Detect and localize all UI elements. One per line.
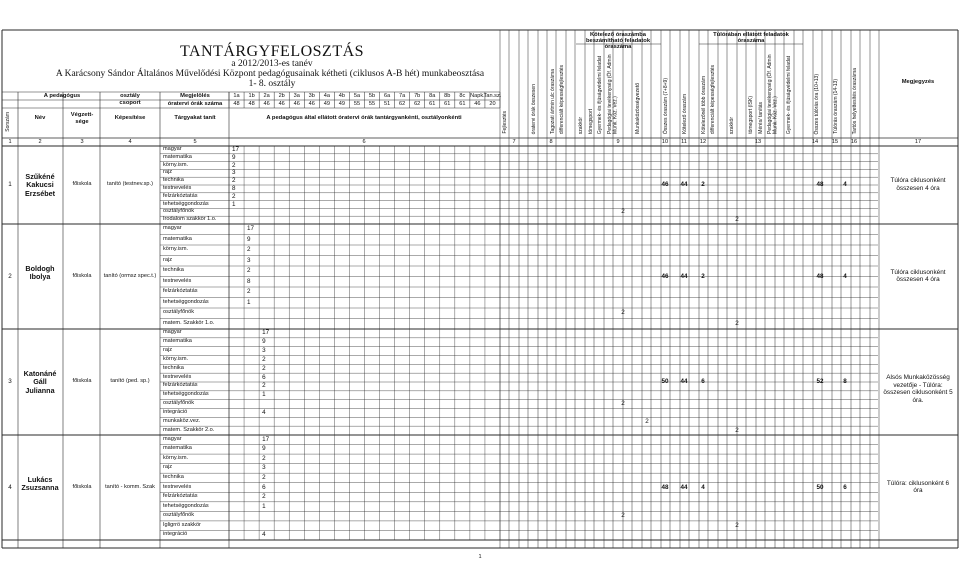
- class-hours-1b: 48: [248, 101, 255, 107]
- vhead-kotelezo-3: Gyermek- és ifjúságvédelmi feladat: [597, 55, 603, 134]
- class-code-1a: 1a: [233, 93, 240, 99]
- mandatory-hours: 44: [680, 272, 688, 280]
- vhead-kotelezo-5: Munkaközösségvezető: [635, 83, 641, 134]
- vhead-right-1: Túlórás óraszám (14-13): [833, 79, 839, 134]
- teacher-qualification: tanító (ped. sp.): [110, 378, 150, 384]
- subject-label: tehetséggondozás: [163, 502, 209, 509]
- vhead-right-0: Összes túlórás óra (10+13): [814, 73, 820, 134]
- class-code-3a: 3a: [293, 93, 300, 99]
- kotelezo-osztalyfonok: 2: [621, 309, 625, 317]
- subject-hours: 2: [262, 382, 266, 390]
- column-number-14: 14: [811, 139, 819, 145]
- remark: Alsós Munkaközösség vezetője - Túlóra: összesen ciklusonként 5 óra.: [883, 374, 953, 405]
- class-hours-2a: 46: [263, 101, 270, 107]
- subject-hours: 9: [247, 235, 251, 243]
- subject-label: testnevelés: [163, 373, 192, 380]
- overtime-hours: 8: [843, 378, 847, 385]
- subject-label: tehetséggondozás: [163, 200, 209, 207]
- teacher-degree: főiskola: [72, 483, 92, 490]
- tulora-szakkor: 2: [735, 319, 739, 327]
- kotelezo-munkakoz: 2: [645, 417, 649, 425]
- subject-label: matematika: [163, 338, 192, 345]
- subject-hours: 2: [232, 177, 236, 185]
- class-code-7b: 7b: [414, 93, 421, 99]
- class-hours-5a: 55: [353, 101, 361, 107]
- subject-hours: 17: [247, 225, 255, 233]
- teacher-degree: főiskola: [72, 181, 92, 187]
- teacher-qualification: tanító (ormsz spec.t.): [103, 272, 157, 279]
- subject-hours: 2: [262, 355, 266, 363]
- vhead-tulora-0: differenciált képességfejlesztés: [710, 64, 716, 134]
- header-oratervi: óratervi órák száma: [167, 101, 223, 107]
- subject-hours: 4: [262, 531, 266, 539]
- subject-label: integráció: [163, 408, 188, 415]
- header-main-caption: A pedagógus által ellátott óratervi órák tantárgyankénti, osztályonkénti: [266, 115, 462, 121]
- vhead-left-0: Fejlesztés: [502, 111, 508, 134]
- class-code-1b: 1b: [248, 93, 255, 99]
- grades-line: 1- 8. osztály: [248, 79, 296, 89]
- subject-label: matematika: [163, 235, 192, 242]
- column-number-2: 2: [38, 139, 42, 145]
- class-code-7a: 7a: [399, 93, 406, 99]
- tulora-szakkor: 2: [735, 426, 739, 434]
- vhead-tulora-5: Gyermek- és ifjúságvédelmi feladat: [786, 55, 792, 134]
- vhead-tulora-4: Pedagógiai tevékenység (Öf. Admin Munk. Köz. Vez.): [767, 54, 779, 134]
- teacher-number: 2: [8, 272, 12, 280]
- total-hours: 46: [661, 181, 669, 188]
- subject-hours: 3: [262, 347, 266, 355]
- teacher-number: 1: [8, 181, 12, 188]
- column-number-6: 6: [362, 139, 366, 145]
- subject-label: körny.ism.: [163, 454, 189, 461]
- class-hours-7a: 62: [399, 101, 406, 107]
- subject-label: integráció: [163, 531, 188, 538]
- total-hours: 50: [661, 378, 669, 385]
- class-hours-8c: 61: [459, 101, 466, 107]
- column-number-11: 11: [681, 139, 687, 145]
- subject-hours: 2: [232, 192, 236, 200]
- extra-hours: 6: [701, 378, 705, 385]
- vhead-mid-1: Kötelező óraszám: [682, 93, 688, 134]
- subject-hours: 6: [262, 373, 266, 381]
- teacher-name: Boldogh Ibolya: [25, 263, 55, 281]
- header-pedagogus: A pedagógus: [43, 93, 81, 99]
- subject-hours: 17: [262, 435, 270, 443]
- class-hours-1a: 48: [233, 101, 240, 107]
- class-hours-8a: 61: [429, 101, 436, 107]
- subject-hours: 2: [262, 454, 266, 462]
- remark: Túlóra ciklusonként összesen 4 óra: [890, 177, 946, 192]
- subject-label: körny.ism.: [163, 246, 189, 253]
- kotelezo-osztalyfonok: 2: [621, 208, 625, 216]
- subject-hours: 1: [262, 391, 266, 399]
- class-hours-3a: 46: [293, 101, 300, 107]
- vhead-kotelezo-2: tömegsport: [588, 108, 594, 134]
- class-hours-6a: 51: [383, 101, 391, 107]
- subject-label: körny.ism.: [163, 355, 189, 362]
- class-hours-4a: 49: [323, 101, 330, 107]
- extra-hours: 2: [701, 181, 705, 188]
- total-hours: 48: [661, 483, 669, 491]
- subject-label: osztályfőnök: [163, 512, 195, 519]
- vhead-mid-2: Kötelezőnél több óraszám: [701, 76, 707, 134]
- group-kotelezo: Kötelező óraszámba beszámítható feladatok óraszáma: [585, 32, 651, 50]
- column-number-7: 7: [512, 139, 516, 145]
- column-number-16: 16: [850, 139, 858, 145]
- subject-label: testnevelés: [163, 184, 192, 191]
- subject-hours: 3: [262, 464, 266, 472]
- teacher-number: 3: [8, 378, 12, 385]
- overtime-total: 50: [816, 483, 824, 491]
- mandatory-hours: 44: [680, 378, 688, 385]
- column-number-17: 17: [914, 139, 922, 145]
- subject-hours: 2: [247, 246, 251, 254]
- subject-label: rajz: [163, 464, 173, 471]
- subject-hours: 9: [262, 445, 266, 453]
- teacher-qualification: tanító - komm. Szak: [105, 483, 155, 490]
- class-code-8c: 8c: [459, 93, 466, 99]
- header-nev: Név: [34, 115, 46, 121]
- subject-label: osztályfőnök: [163, 208, 195, 215]
- vhead-left-1: óratervi órák összesen: [531, 83, 537, 134]
- subject-hours: 2: [247, 267, 251, 275]
- extra-hours: 4: [701, 483, 705, 491]
- class-code-5b: 5b: [368, 93, 376, 99]
- subject-label: testnevelés: [163, 277, 192, 284]
- class-code-2b: 2b: [278, 93, 285, 99]
- teacher-name: Katonáné Gáll Julianna: [23, 369, 57, 395]
- subject-label: technika: [163, 364, 184, 371]
- column-number-1: 1: [8, 139, 12, 145]
- subject-label: munkaköz.vez.: [163, 417, 201, 424]
- teacher-name: Szűkéné Kakucsi Erzsébet: [25, 172, 55, 198]
- subject-label: osztályfőnök: [163, 309, 195, 316]
- overtime-hours: 4: [843, 272, 847, 280]
- subject-hours: 1: [262, 502, 266, 510]
- tulora-szakkor: 2: [735, 216, 739, 224]
- subject-label: matematika: [163, 445, 192, 452]
- subject-label: magyar: [163, 145, 182, 152]
- subject-hours: 3: [247, 256, 251, 264]
- subject-hours: 8: [247, 277, 251, 285]
- subject-label: Igligrrö szakkör: [163, 521, 201, 528]
- overtime-total: 48: [816, 181, 824, 188]
- tulora-szakkor: 2: [735, 521, 739, 529]
- vhead-mid-0: Összes óraszám (7+8+9): [663, 77, 669, 134]
- subject-label: Irodalom szakkör 1.o.: [163, 216, 217, 223]
- column-number-4: 4: [128, 139, 132, 145]
- subject-hours: 2: [262, 473, 266, 481]
- teacher-qualification: tanító (testnev.sp.): [107, 181, 153, 187]
- subject-label: magyar: [163, 329, 182, 336]
- class-code-3b: 3b: [308, 93, 315, 99]
- mandatory-hours: 44: [680, 181, 688, 188]
- vhead-right-2: Tartós helyettesítés óraszáma: [852, 67, 858, 134]
- subject-label: testnevelés: [163, 483, 192, 490]
- vhead-tulora-3: Mérés/ tanítás: [758, 102, 764, 134]
- class-code-8b: 8b: [444, 93, 451, 99]
- column-number-10: 10: [661, 139, 669, 145]
- class-hours-2b: 46: [278, 101, 285, 107]
- mandatory-hours: 44: [680, 483, 688, 491]
- class-hours-4b: 49: [338, 101, 346, 107]
- subject-label: rajz: [163, 347, 173, 354]
- subject-label: matematika: [163, 153, 192, 160]
- subject-hours: 8: [232, 184, 236, 192]
- class-code-Napk.: Napk.: [470, 93, 485, 99]
- subject-label: technika: [163, 473, 184, 480]
- header-osztaly: osztály: [120, 93, 140, 99]
- subject-label: tehetséggondozás: [163, 298, 209, 305]
- school-year: a 2012/2013-es tanév: [231, 59, 313, 69]
- header-sorszam: Sorszám: [5, 112, 11, 132]
- subject-label: rajz: [163, 256, 173, 263]
- column-number-9: 9: [616, 139, 620, 145]
- class-hours-5b: 55: [368, 101, 376, 107]
- overtime-hours: 4: [843, 181, 847, 188]
- vhead-kotelezo-0: differenciált képességfejlesztés: [559, 64, 565, 134]
- vhead-tulora-1: szakkör: [729, 116, 735, 134]
- teacher-number: 4: [8, 483, 12, 491]
- class-code-8a: 8a: [429, 93, 436, 99]
- kotelezo-osztalyfonok: 2: [621, 400, 625, 408]
- class-hours-3b: 46: [308, 101, 315, 107]
- extra-hours: 2: [701, 272, 705, 280]
- remark: Túlóra ciklusonként összesen 4 óra: [890, 268, 946, 284]
- document-title: TANTÁRGYFELOSZTÁS: [179, 43, 365, 60]
- total-hours: 46: [661, 272, 669, 280]
- subject-hours: 17: [262, 329, 270, 337]
- header-kepesitese: Képesítése: [114, 115, 146, 121]
- teacher-degree: főiskola: [72, 272, 92, 279]
- subject-label: technika: [163, 177, 184, 184]
- header-tantargyat: Tárgyakat tanít: [174, 115, 216, 121]
- group-tulora: Túlórában ellátott feladatok óraszáma: [713, 32, 789, 44]
- subject-label: matem. Szakkör 2.o.: [163, 426, 215, 433]
- subject-hours: 9: [262, 338, 266, 346]
- subject-label: felzárkóztatás: [163, 382, 198, 389]
- remark: Túlóra: ciklusonként 6 óra: [886, 479, 950, 495]
- subject-label: osztályfőnök: [163, 400, 195, 407]
- subject-hours: 2: [247, 288, 251, 296]
- class-code-4a: 4a: [323, 93, 330, 99]
- subject-label: magyar: [163, 225, 182, 232]
- teacher-name: Lukács Zsuzsanna: [21, 474, 59, 492]
- column-number-3: 3: [80, 139, 84, 145]
- subject-hours: 2: [262, 493, 266, 501]
- vhead-kotelezo-4: Pedagógiai tevékenység (Öf. Admin Munk. Köz. Vez.): [607, 54, 619, 134]
- subject-label: körny.ism.: [163, 161, 189, 168]
- institution-line: A Karácsony Sándor Általános Művelődési Központ pedagógusainak kétheti (ciklusos A-B hét) munkabeosztása: [55, 69, 485, 79]
- class-code-6a: 6a: [383, 93, 391, 99]
- class-code-4b: 4b: [338, 93, 346, 99]
- overtime-hours: 6: [843, 483, 847, 491]
- class-hours-7b: 62: [414, 101, 421, 107]
- subject-hours: 3: [232, 169, 236, 177]
- vhead-left-2: Tagozati ártmin ulc óraszáma: [550, 68, 556, 134]
- kotelezo-osztalyfonok: 2: [621, 512, 625, 520]
- class-hours-8b: 61: [444, 101, 451, 107]
- class-code-Tan.sz.: Tan.sz.: [483, 93, 502, 99]
- column-number-15: 15: [831, 139, 839, 145]
- page-number: 1: [478, 554, 482, 560]
- subject-hours: 1: [232, 200, 236, 208]
- vhead-kotelezo-1: szakkör: [578, 116, 584, 134]
- subject-hours: 9: [232, 153, 236, 161]
- subject-label: tehetséggondozás: [163, 391, 209, 398]
- teacher-degree: főiskola: [72, 378, 92, 384]
- overtime-total: 48: [816, 272, 824, 280]
- subject-hours: 2: [262, 364, 266, 372]
- column-number-13: 13: [754, 139, 762, 145]
- subject-label: technika: [163, 267, 184, 274]
- subject-label: felzárkóztatás: [163, 192, 198, 199]
- subject-hours: 4: [262, 408, 266, 416]
- class-hours-Tan.sz.: 20: [489, 101, 496, 107]
- column-number-8: 8: [549, 139, 553, 145]
- subject-label: matem. Szakkör 1.o.: [163, 319, 215, 326]
- header-vegzettsege: Végzett- sége: [70, 112, 94, 125]
- subject-hours: 2: [232, 161, 236, 169]
- column-number-12: 12: [699, 139, 707, 145]
- subject-label: felzárkóztatás: [163, 288, 198, 295]
- header-csoport: csoport: [119, 100, 141, 106]
- subject-label: felzárkóztatás: [163, 493, 198, 500]
- vhead-tulora-2: tömegsport (ISK): [748, 96, 754, 134]
- overtime-total: 52: [816, 378, 824, 385]
- subject-hours: 6: [262, 483, 266, 491]
- subject-hours: 1: [247, 298, 251, 306]
- class-code-2a: 2a: [263, 93, 270, 99]
- header-megjegyzes: Megjegyzés: [901, 79, 935, 85]
- header-megjeloles: Megjelölés: [180, 93, 210, 99]
- subject-label: rajz: [163, 169, 173, 176]
- class-hours-Napk.: 46: [474, 101, 481, 107]
- subject-label: magyar: [163, 435, 182, 442]
- column-number-5: 5: [193, 139, 197, 145]
- class-code-5a: 5a: [353, 93, 361, 99]
- subject-hours: 17: [232, 145, 240, 153]
